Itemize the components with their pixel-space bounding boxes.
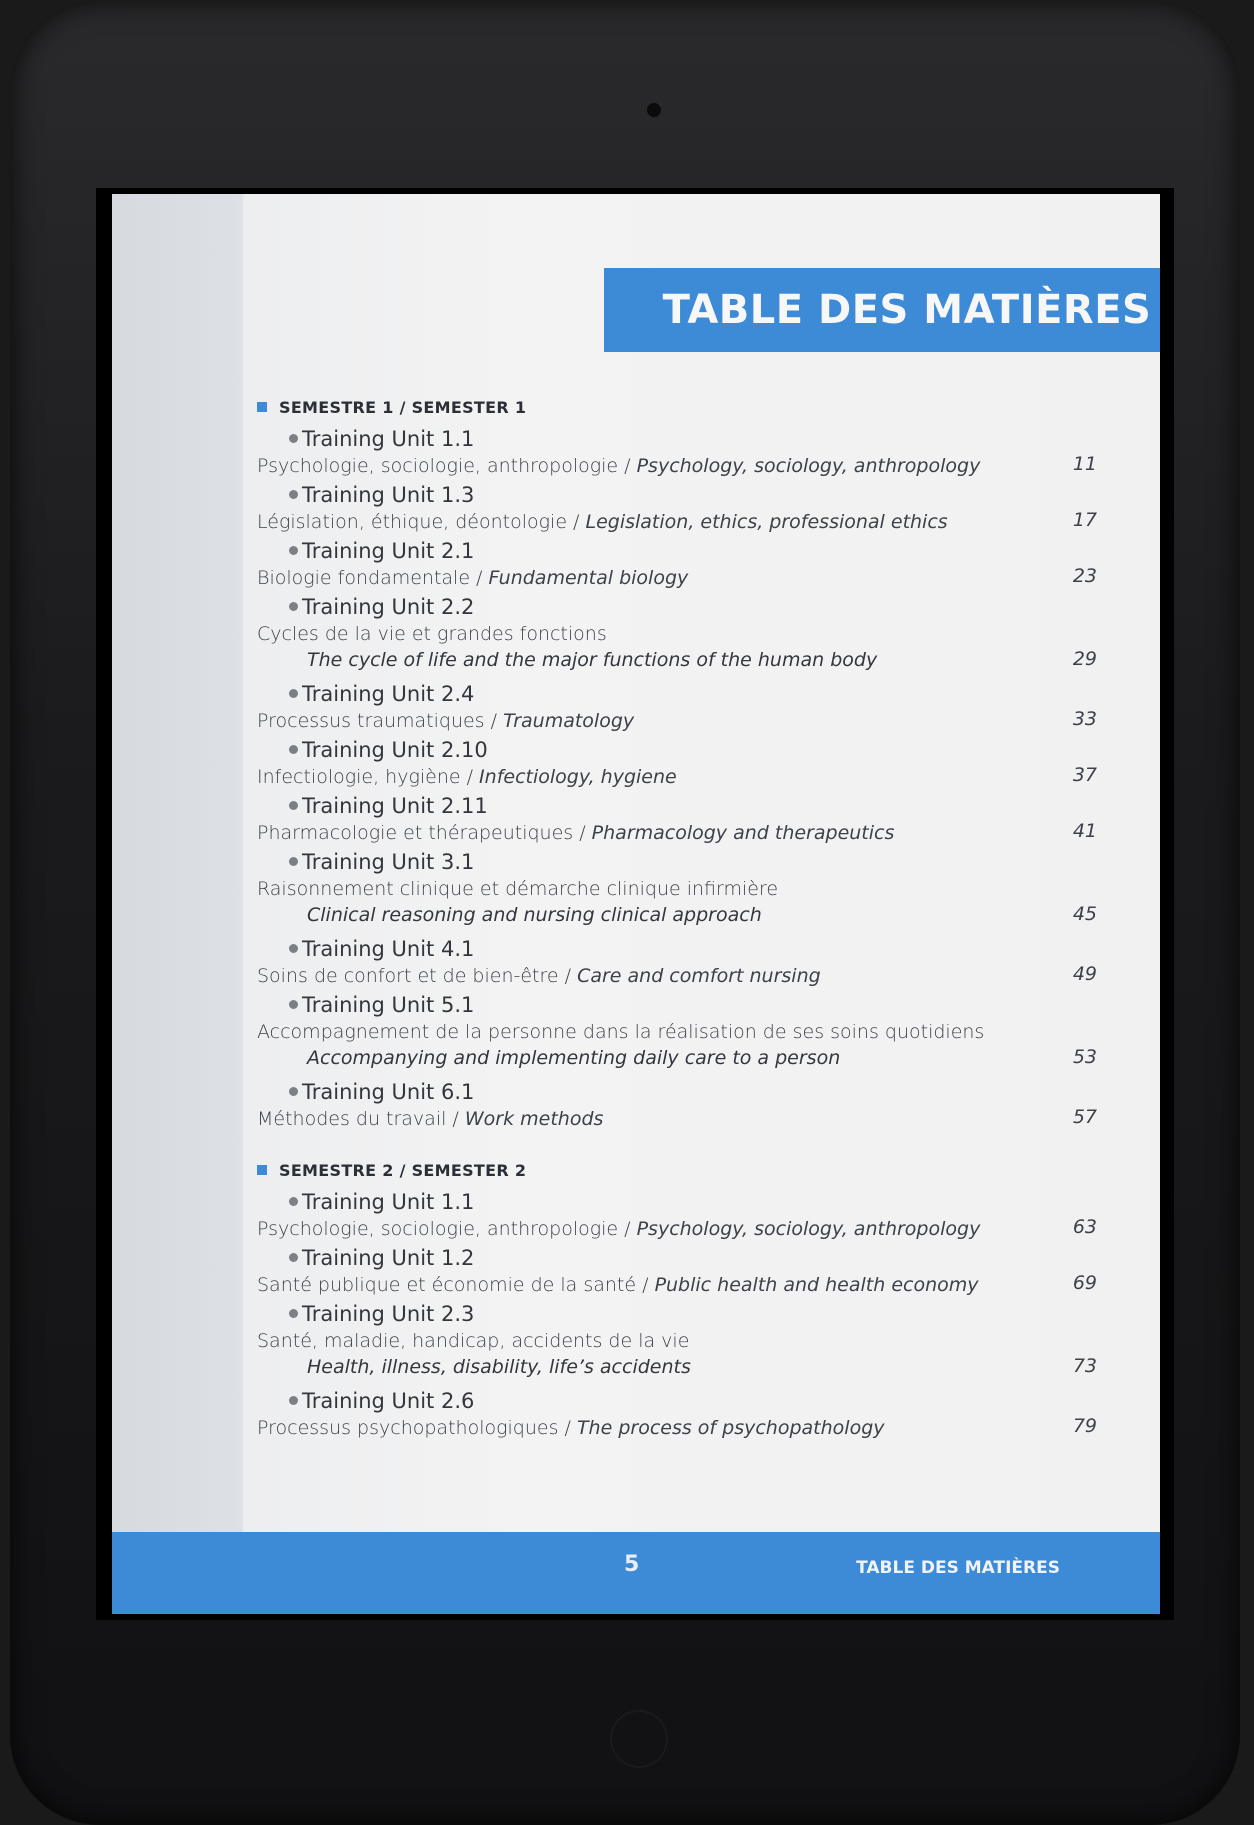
toc-entry[interactable]	[257, 482, 1097, 536]
english-title: Infectiology, hygiene	[479, 766, 677, 788]
round-bullet-icon	[289, 801, 298, 810]
training-unit-row	[257, 594, 1097, 621]
training-unit-row	[257, 1189, 1097, 1216]
toc-entry[interactable]	[257, 1301, 1097, 1382]
page-number: 53	[1072, 1046, 1097, 1068]
semester-heading-text: SEMESTRE 2 / SEMESTER 2	[279, 1160, 527, 1180]
training-unit-label: Training Unit 2.1	[302, 539, 475, 563]
page-number: 57	[1072, 1106, 1097, 1128]
page-number: 49	[1072, 963, 1097, 985]
training-unit-label: Training Unit 1.3	[302, 483, 475, 507]
round-bullet-icon	[289, 857, 298, 866]
page-number: 11	[1072, 453, 1097, 475]
page-number: 33	[1072, 708, 1097, 730]
english-title: Public health and health economy	[654, 1274, 979, 1296]
page-number: 23	[1072, 565, 1097, 587]
training-unit-label: Training Unit 2.11	[302, 794, 488, 818]
page-number: 63	[1072, 1216, 1097, 1238]
training-unit-label: Training Unit 1.1	[302, 1190, 475, 1214]
french-title: Méthodes du travail /	[257, 1108, 465, 1130]
training-unit-row	[257, 1245, 1097, 1272]
front-camera	[647, 103, 661, 117]
entry-title-line	[257, 1415, 1097, 1442]
english-title: Traumatology	[503, 710, 635, 732]
french-title: Législation, éthique, déontologie /	[257, 511, 586, 533]
round-bullet-icon	[289, 1197, 298, 1206]
toc-entry[interactable]	[257, 793, 1097, 847]
toc-entry[interactable]	[257, 681, 1097, 735]
training-unit-label: Training Unit 2.4	[302, 682, 475, 706]
english-title: Pharmacology and therapeutics	[591, 822, 895, 844]
round-bullet-icon	[289, 944, 298, 953]
round-bullet-icon	[289, 1253, 298, 1262]
page-number: 17	[1072, 509, 1097, 531]
french-title: Accompagnement de la personne dans la réalisation de ses soins quotidiens	[257, 1021, 985, 1043]
training-unit-row	[257, 1301, 1097, 1328]
square-bullet-icon	[257, 1165, 267, 1175]
english-title: Fundamental biology	[488, 567, 689, 589]
toc-entry[interactable]	[257, 737, 1097, 791]
title-banner	[604, 268, 1160, 352]
english-title: Work methods	[464, 1108, 604, 1130]
training-unit-row	[257, 426, 1097, 453]
entry-title-line	[257, 565, 1097, 592]
training-unit-label: Training Unit 2.2	[302, 595, 475, 619]
toc-entry[interactable]	[257, 849, 1097, 930]
round-bullet-icon	[289, 1396, 298, 1405]
entry-title-line	[257, 963, 1097, 990]
round-bullet-icon	[289, 1087, 298, 1096]
training-unit-label: Training Unit 2.6	[302, 1389, 475, 1413]
training-unit-row	[257, 992, 1097, 1019]
toc-entry[interactable]	[257, 1388, 1097, 1442]
book-page	[112, 194, 1160, 1614]
french-title: Pharmacologie et thérapeutiques /	[257, 822, 592, 844]
toc-entry[interactable]	[257, 1189, 1097, 1243]
training-unit-row	[257, 793, 1097, 820]
page-footer	[112, 1532, 1160, 1614]
entry-title-line	[257, 509, 1097, 536]
semester-heading	[257, 390, 1097, 424]
page-number: 79	[1072, 1415, 1097, 1437]
training-unit-row	[257, 482, 1097, 509]
training-unit-label: Training Unit 6.1	[302, 1080, 475, 1104]
entry-title-line	[257, 708, 1097, 735]
training-unit-row	[257, 681, 1097, 708]
round-bullet-icon	[289, 434, 298, 443]
toc-entry[interactable]	[257, 1245, 1097, 1299]
french-title: Cycles de la vie et grandes fonctions	[257, 623, 607, 645]
french-title: Processus traumatiques /	[257, 710, 504, 732]
english-title: Psychology, sociology, anthropology	[636, 455, 981, 477]
training-unit-row	[257, 1388, 1097, 1415]
page-title: TABLE DES MATIÈRES	[662, 287, 1152, 333]
entry-title-line	[257, 1106, 1097, 1133]
footer-label: TABLE DES MATIÈRES	[856, 1558, 1060, 1578]
english-title: Psychology, sociology, anthropology	[636, 1218, 981, 1240]
table-of-contents	[257, 390, 1097, 1442]
training-unit-row	[257, 849, 1097, 876]
round-bullet-icon	[289, 689, 298, 698]
home-area	[610, 1710, 668, 1768]
english-title: Accompanying and implementing daily care to a person	[307, 1047, 841, 1069]
page-number: 73	[1072, 1355, 1097, 1377]
english-title: Legislation, ethics, professional ethics	[585, 511, 948, 533]
english-title: The cycle of life and the major functions of the human body	[307, 649, 878, 671]
training-unit-row	[257, 936, 1097, 963]
training-unit-label: Training Unit 2.3	[302, 1302, 475, 1326]
entry-title-line	[257, 453, 1097, 480]
training-unit-label: Training Unit 1.1	[302, 427, 475, 451]
toc-entry[interactable]	[257, 594, 1097, 675]
page-number: 37	[1072, 764, 1097, 786]
round-bullet-icon	[289, 602, 298, 611]
entry-title-line	[257, 1216, 1097, 1243]
french-title: Santé, maladie, handicap, accidents de la vie	[257, 1330, 690, 1352]
english-title: The process of psychopathology	[576, 1417, 885, 1439]
semester-heading-text: SEMESTRE 1 / SEMESTER 1	[279, 397, 527, 417]
round-bullet-icon	[289, 490, 298, 499]
french-title: Santé publique et économie de la santé /	[257, 1274, 655, 1296]
training-unit-label: Training Unit 1.2	[302, 1246, 475, 1270]
french-title: Processus psychopathologiques /	[257, 1417, 577, 1439]
english-title: Health, illness, disability, life’s accidents	[307, 1356, 691, 1378]
french-title: Biologie fondamentale /	[257, 567, 489, 589]
round-bullet-icon	[289, 1309, 298, 1318]
english-title: Clinical reasoning and nursing clinical approach	[307, 904, 762, 926]
toc-entry[interactable]	[257, 1079, 1097, 1133]
entry-title-line	[257, 1272, 1097, 1299]
english-title: Care and comfort nursing	[577, 965, 821, 987]
round-bullet-icon	[289, 546, 298, 555]
page-number: 29	[1072, 648, 1097, 670]
french-title: Raisonnement clinique et démarche clinique infirmière	[257, 878, 779, 900]
semester-heading	[257, 1153, 1097, 1187]
training-unit-label: Training Unit 5.1	[302, 993, 475, 1017]
toc-entry[interactable]	[257, 992, 1097, 1073]
square-bullet-icon	[257, 402, 267, 412]
training-unit-row	[257, 1079, 1097, 1106]
page-number: 45	[1072, 903, 1097, 925]
toc-entry[interactable]	[257, 426, 1097, 480]
training-unit-row	[257, 538, 1097, 565]
page-number: 41	[1072, 820, 1097, 842]
french-title: Psychologie, sociologie, anthropologie /	[257, 1218, 637, 1240]
entry-title-line	[257, 764, 1097, 791]
round-bullet-icon	[289, 1000, 298, 1009]
training-unit-label: Training Unit 3.1	[302, 850, 475, 874]
french-title: Infectiologie, hygiène /	[257, 766, 480, 788]
training-unit-label: Training Unit 2.10	[302, 738, 488, 762]
toc-entry[interactable]	[257, 538, 1097, 592]
entry-title-line	[257, 820, 1097, 847]
training-unit-label: Training Unit 4.1	[302, 937, 475, 961]
training-unit-row	[257, 737, 1097, 764]
footer-page-number: 5	[624, 1552, 640, 1577]
french-title: Psychologie, sociologie, anthropologie /	[257, 455, 637, 477]
toc-entry[interactable]	[257, 936, 1097, 990]
round-bullet-icon	[289, 745, 298, 754]
page-number: 69	[1072, 1272, 1097, 1294]
french-title: Soins de confort et de bien-être /	[257, 965, 578, 987]
